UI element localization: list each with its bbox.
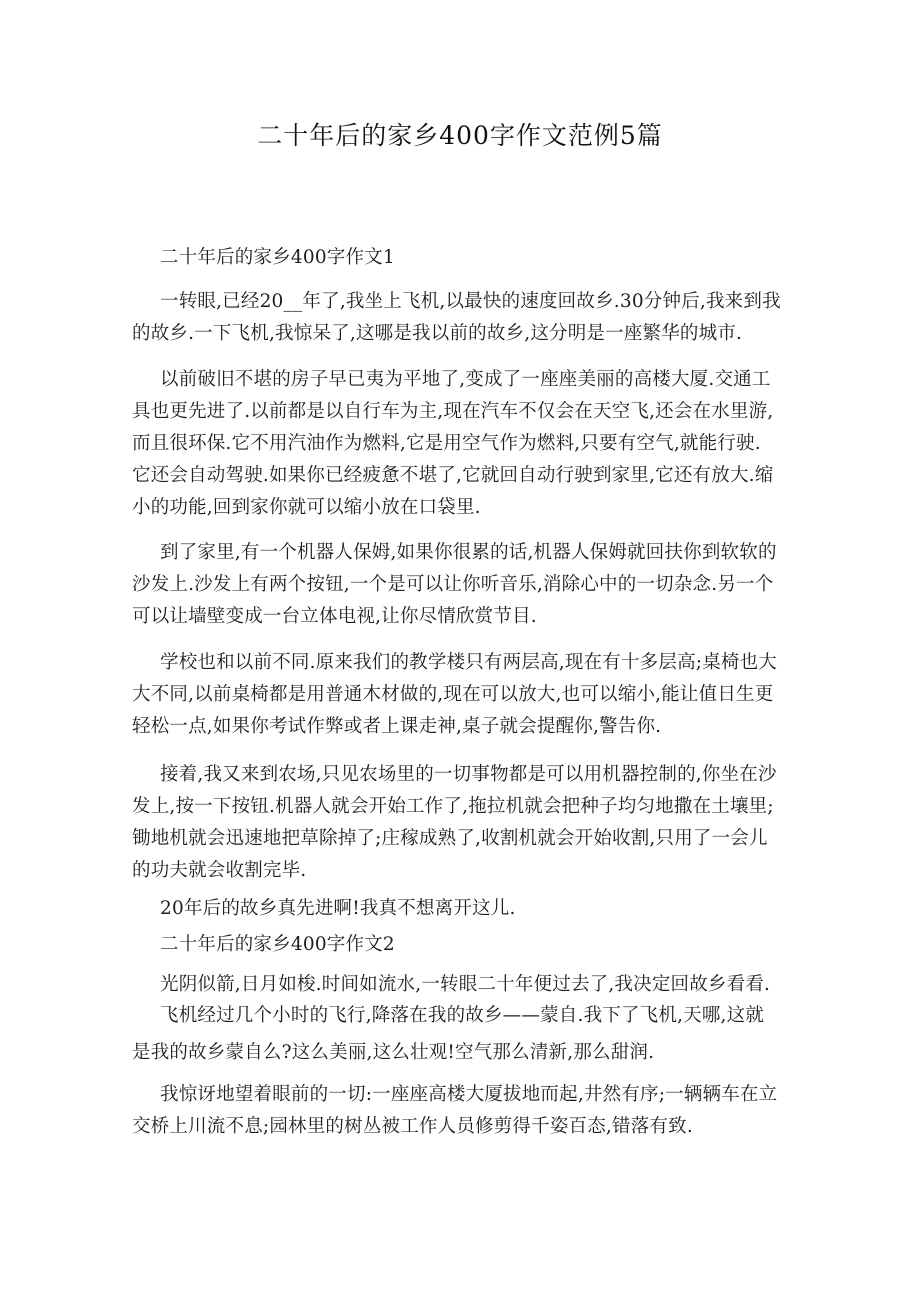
text-line: 20年后的故乡真先进啊!我真不想离开这儿. xyxy=(160,898,516,919)
text-line: 我惊讶地望着眼前的一切:一座座高楼大厦拔地而起,井然有序;一辆辆车在立 xyxy=(160,1084,778,1105)
text-line: 二十年后的家乡400字作文1 xyxy=(160,247,395,268)
text-line: 它还会自动驾驶.如果你已经疲惫不堪了,它就回自动行驶到家里,它还有放大.缩 xyxy=(132,465,774,486)
text-line: 学校也和以前不同.原来我们的教学楼只有两层高,现在有十多层高;桌椅也大 xyxy=(160,652,777,673)
text-line: 轻松一点,如果你考试作弊或者上课走神,桌子就会提醒你,警告你. xyxy=(132,716,662,737)
document-title: 二十年后的家乡400字作文范例5篇 xyxy=(257,121,663,150)
text-line: 小的功能,回到家你就可以缩小放在口袋里. xyxy=(132,497,481,518)
text-line: 具也更先进了.以前都是以自行车为主,现在汽车不仅会在天空飞,还会在水里游, xyxy=(132,401,774,422)
text-line: 光阴似箭,日月如梭.时间如流水,一转眼二十年便过去了,我决定回故乡看看. xyxy=(160,974,771,995)
text-line: 是我的故乡蒙自么?这么美丽,这么壮观!空气那么清新,那么甜润. xyxy=(132,1042,655,1063)
text-line: 飞机经过几个小时的飞行,降落在我的故乡——蒙自.我下了飞机,天哪,这就 xyxy=(160,1005,765,1026)
text-line: 锄地机就会迅速地把草除掉了;庄稼成熟了,收割机就会开始收割,只用了一会儿 xyxy=(132,828,768,849)
text-line: 大不同,以前桌椅都是用普通木材做的,现在可以放大,也可以缩小,能让值日生更 xyxy=(132,684,774,705)
text-line: 而且很环保.它不用汽油作为燃料,它是用空气作为燃料,只要有空气,就能行驶. xyxy=(132,433,761,454)
text-line: 可以让墙壁变成一台立体电视,让你尽情欣赏节目. xyxy=(132,606,537,627)
text-line: 交桥上川流不息;园林里的树丛被工作人员修剪得千姿百态,错落有致. xyxy=(132,1116,693,1137)
text-line: 的功夫就会收割完毕. xyxy=(132,860,307,881)
text-line: 一转眼,已经20__年了,我坐上飞机,以最快的速度回故乡.30分钟后,我来到我 xyxy=(160,291,781,312)
text-line: 沙发上.沙发上有两个按钮,一个是可以让你听音乐,消除心中的一切杂念.另一个 xyxy=(132,574,774,595)
text-line: 以前破旧不堪的房子早已夷为平地了,变成了一座座美丽的高楼大厦.交通工 xyxy=(160,369,771,390)
text-line: 的故乡.一下飞机,我惊呆了,这哪是我以前的故乡,这分明是一座繁华的城市. xyxy=(132,323,743,344)
text-line: 发上,按一下按钮.机器人就会开始工作了,拖拉机就会把种子均匀地撒在土壤里; xyxy=(132,796,774,817)
text-line: 接着,我又来到农场,只见农场里的一切事物都是可以用机器控制的,你坐在沙 xyxy=(160,764,777,785)
text-line: 到了家里,有一个机器人保姆,如果你很累的话,机器人保姆就回扶你到软软的 xyxy=(160,542,777,563)
text-line: 二十年后的家乡400字作文2 xyxy=(160,934,395,955)
